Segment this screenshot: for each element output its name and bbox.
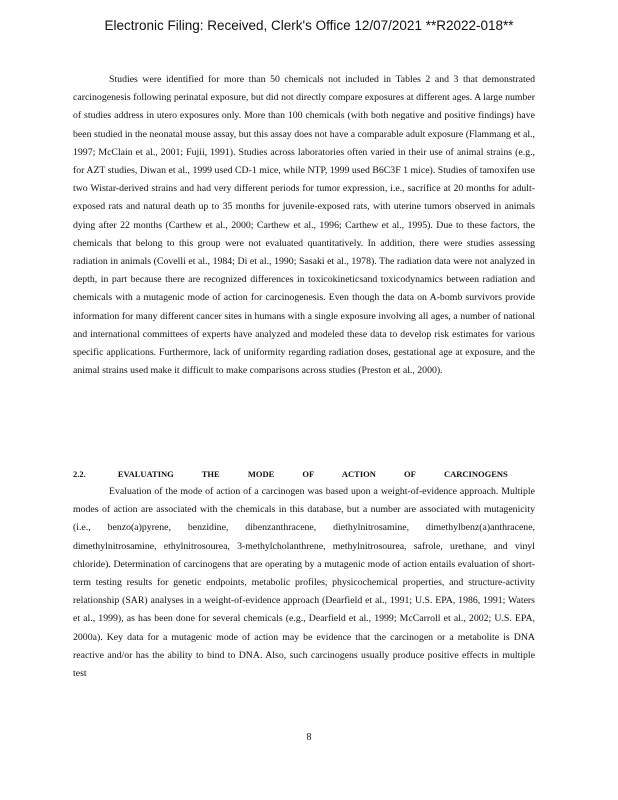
section-title-word: EVALUATING [117,469,174,479]
section-title-word: MODE [247,469,275,479]
section-number: 2.2. [73,469,86,479]
section-title-word: OF [404,469,416,479]
section-title-word: OF [302,469,315,479]
section-heading [73,469,508,479]
paragraph-perinatal-studies [73,71,535,380]
section-title-word: THE [201,469,220,479]
section-title-word: CARCINOGENS [443,469,508,479]
paragraph-text: Studies were identified for more than 50 chemicals not included in Tables 2 and 3 that demonstrated carcinogenesis following perinatal exposure, but did not directly compare exposures at different ages. A large number of studies address in utero exposures only. More than 100 chemicals (with both negative and positive findings) have been studied in the neonatal mouse assay, but this assay does not have a comparable adult exposure (Flammang et al., 1997; McClain et al., 2001; Fujii, 1991). Studies across laboratories often varied in their use of animal strains (e.g., for AZT studies, Diwan et al., 1999 used CD-1 mice, while NTP, 1999 used B6C3F 1 mice). Studies of tamoxifen use two Wistar-derived strains and had very different periods for tumor expression, i.e., sacrifice at 20 months for adult-exposed rats and natural death up to 35 months for juvenile-exposed rats, with uterine tumors observed in animals dying after 22 months (Carthew et al., 2000; Carthew et al., 1996; Carthew et al., 1995). Due to these factors, the chemicals that belong to this group were not evaluated quantitatively. In addition, there were studies assessing radiation in animals (Covelli et al., 1984; Di et al., 1990; Sasaki et al., 1978). The radiation data were not analyzed in depth, in part because there are recognized differences in toxicokineticsand toxicodynamics between radiation and chemicals with a mutagenic mode of action for carcinogenesis. Even though the data on A-bomb survivors provide information for many different cancer sites in humans with a single exposure involving all ages, a number of national and international committees of experts have analyzed and modeled these data to develop risk estimates for various specific applications. Furthermore, lack of uniformity regarding radiation doses, gestational age at exposure, and the animal strains used make it difficult to make comparisons across studies (Preston et al., 2000). [73,74,535,377]
filing-header: Electronic Filing: Received, Clerk's Office 12/07/2021 **R2022-018** [104,18,514,33]
section-title-word: ACTION [341,469,376,479]
paragraph-mode-of-action [73,483,535,683]
page-number: 8 [306,732,312,743]
paragraph-text: Evaluation of the mode of action of a carcinogen was based upon a weight-of-evidence approach. Multiple modes of action are associated with the chemicals in this database, but a number are associated with mutagenicity (i.e., benzo(a)pyrene, benzidine, dibenzanthracene, diethylnitrosamine, dimethylbenz(a)anthracene, dimethylnitrosamine, ethylnitrosourea, 3-methylcholanthrene, methylnitrosourea, safrole, urethane, and vinyl chloride). Determination of carcinogens that are operating by a mutagenic mode of action entails evaluation of short-term testing results for genetic endpoints, metabolic profiles, physicochemical properties, and structure-activity relationship (SAR) analyses in a weight-of-evidence approach (Dearfield et al., 1991; U.S. EPA, 1986, 1991; Waters et al., 1999), as has been done for several chemicals (e.g., Dearfield et al., 1999; McCarroll et al., 2002; U.S. EPA, 2000a). Key data for a mutagenic mode of action may be evidence that the carcinogen or a metabolite is DNA reactive and/or has the ability to bind to DNA. Also, such carcinogens usually produce positive effects in multiple test [73,486,535,680]
